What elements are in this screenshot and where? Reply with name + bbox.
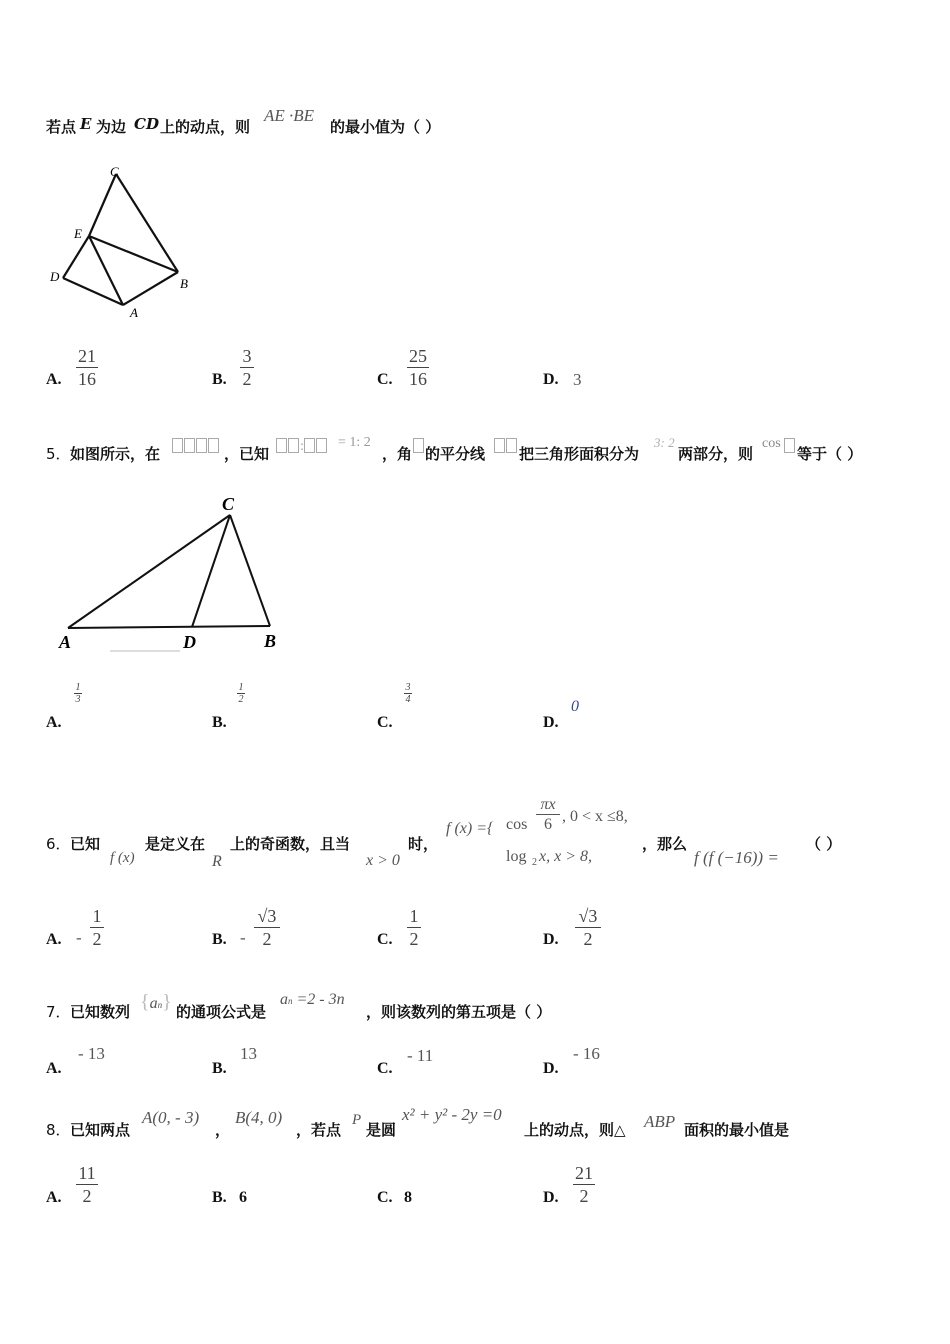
option-letter: C.	[377, 1189, 393, 1206]
q5-option-c[interactable]	[377, 680, 497, 730]
q4-label-d: D	[50, 269, 60, 284]
option-letter: B.	[212, 1060, 227, 1077]
q7-option-d[interactable]	[543, 1044, 663, 1084]
q6-text-3: 上的奇函数，且当	[230, 835, 351, 853]
q7-option-c[interactable]	[377, 1044, 497, 1084]
q4-point-e: E	[80, 115, 92, 133]
q6-condition: x > 0	[366, 852, 400, 869]
q4-text-2: 为边	[96, 118, 127, 136]
q6-piece2-domain: x, x > 8,	[539, 848, 592, 865]
option-letter: C.	[377, 371, 393, 388]
q4-label-e: E	[74, 226, 82, 241]
q8-point-b: B(4, 0)	[235, 1108, 283, 1127]
q6-cos: cos	[506, 816, 528, 833]
option-value: - 13	[78, 1044, 105, 1063]
question-number: 5．	[46, 445, 71, 463]
q4-text-1: 若点	[46, 118, 77, 136]
option-letter: A.	[46, 1189, 62, 1206]
option-letter: B.	[212, 1189, 227, 1206]
q5-area-ratio: 3: 2	[654, 435, 675, 450]
q5-text-2: ，已知	[224, 445, 270, 463]
option-value: 3	[573, 370, 582, 389]
q5-option-b[interactable]	[212, 680, 332, 730]
option-value: 8	[404, 1189, 412, 1206]
q6-text-2: 是定义在	[145, 835, 206, 853]
q6-text-1: 已知	[70, 835, 101, 853]
q4-edge-cd: CD	[134, 115, 159, 133]
q5-label-c: C	[222, 494, 235, 514]
fraction: 1 2	[407, 906, 421, 949]
q8-text-3: 是圆	[366, 1121, 397, 1139]
q5-text-4: 的平分线	[425, 445, 486, 463]
q5-text-7: 等于（ ）	[797, 445, 863, 463]
option-letter: D.	[543, 931, 559, 948]
option-letter: B.	[212, 931, 227, 948]
q5-label-a: A	[59, 632, 72, 652]
option-value: 6	[239, 1189, 247, 1206]
q8-text-5: 面积的最小值是	[684, 1121, 790, 1139]
q8-text-4: 上的动点，则△	[524, 1121, 626, 1139]
q5-missing-glyph-angle	[413, 436, 425, 454]
q5-text-6: 两部分，则	[678, 445, 754, 463]
q4-text-3: 上的动点，则	[160, 118, 251, 136]
option-sign: -	[240, 928, 246, 947]
option-letter: B.	[212, 714, 227, 731]
option-value: 13	[240, 1044, 257, 1063]
fraction: 11 2	[76, 1163, 98, 1206]
q7-text-2: 的通项公式是	[176, 1003, 267, 1021]
option-value: - 11	[407, 1046, 434, 1065]
option-letter: B.	[212, 371, 227, 388]
q8-text-2: ，若点	[296, 1121, 342, 1139]
q6-log: log	[506, 848, 527, 865]
q6-text-4: 时，	[408, 835, 439, 853]
q8-triangle: ABP	[644, 1112, 676, 1131]
q4-label-a: A	[130, 305, 138, 320]
fraction: 3 4	[405, 682, 411, 705]
option-letter: C.	[377, 714, 393, 731]
q4-label-b: B	[180, 276, 188, 291]
fraction: 21 2	[575, 1163, 593, 1206]
q6-fx: f (x)	[110, 850, 135, 866]
q8-point-a: A(0, - 3)	[142, 1108, 200, 1127]
q5-ratio: = 1: 2	[338, 435, 371, 450]
q7-formula: an =2 - 3n	[280, 991, 345, 1008]
fraction: 25 16	[409, 346, 427, 389]
q5-missing-glyphs-triangle	[172, 436, 220, 454]
question-number: 6．	[46, 835, 71, 853]
q5-missing-glyphs-ratio: :	[276, 436, 328, 454]
option-letter: C.	[377, 1060, 393, 1077]
q4-text-4: 的最小值为（ ）	[330, 118, 441, 136]
q5-missing-glyphs-bisector	[494, 436, 518, 454]
q5-label-d: D	[183, 632, 196, 652]
option-value: 0	[571, 698, 579, 715]
option-letter: C.	[377, 931, 393, 948]
q5-cos: cos	[762, 436, 781, 451]
option-sign: -	[76, 928, 82, 947]
q7-option-b[interactable]	[212, 1044, 332, 1084]
q4-figure-quadrilateral	[40, 160, 200, 325]
q4-label-c: C	[110, 164, 119, 179]
question-number: 8．	[46, 1121, 71, 1139]
q7-option-a[interactable]	[46, 1044, 166, 1084]
q5-figure-triangle	[50, 488, 290, 658]
q5-missing-glyph-cos-arg	[784, 436, 796, 454]
q6-piece-lhs: f (x) ={	[446, 820, 494, 837]
q6-piecewise-function	[444, 796, 644, 876]
fraction: 1 2	[90, 906, 104, 949]
option-value: - 16	[573, 1044, 600, 1063]
q5-option-a[interactable]	[46, 680, 166, 730]
q6-log-base: 2	[532, 857, 537, 868]
q8-point-p: P	[352, 1112, 362, 1128]
q5-label-b: B	[264, 631, 277, 651]
fraction: 1 3	[75, 682, 81, 705]
option-letter: A.	[46, 931, 62, 948]
q5-option-d[interactable]	[543, 680, 663, 730]
q6-expression: f (f (−16)) =	[694, 848, 779, 867]
option-letter: D.	[543, 714, 559, 731]
fraction: √3 2	[254, 906, 280, 949]
q6-text-5: ，那么	[642, 835, 688, 853]
fraction: 21 16	[78, 346, 96, 389]
option-letter: D.	[543, 1060, 559, 1077]
q6-text-6: （ ）	[806, 835, 842, 853]
q8-circle-equation: x² + y² - 2y =0	[402, 1105, 502, 1124]
q4-dot-product: AE ·BE	[264, 106, 315, 125]
q8-text-1: 已知两点	[70, 1121, 131, 1139]
q7-sequence: {an}	[140, 991, 172, 1013]
fraction: √3 2	[575, 906, 601, 949]
q5-text-3: ，角	[382, 445, 413, 463]
q6-r: R	[212, 853, 222, 870]
q5-text-1: 如图所示，在	[70, 445, 161, 463]
q8-separator: ，	[215, 1121, 231, 1139]
q7-text-1: 已知数列	[70, 1003, 131, 1021]
fraction: 3 2	[240, 346, 254, 389]
option-letter: D.	[543, 1189, 559, 1206]
option-letter: D.	[543, 371, 559, 388]
q7-text-3: ，则该数列的第五项是（ ）	[366, 1003, 552, 1021]
fraction: πx 6	[536, 796, 560, 835]
option-letter: A.	[46, 1060, 62, 1077]
q5-text-5: 把三角形面积分为	[519, 445, 640, 463]
question-number: 7．	[46, 1003, 71, 1021]
option-letter: A.	[46, 714, 62, 731]
option-letter: A.	[46, 371, 62, 388]
q6-piece1-domain: , 0 < x ≤8,	[562, 808, 628, 825]
fraction: 1 2	[238, 682, 244, 705]
